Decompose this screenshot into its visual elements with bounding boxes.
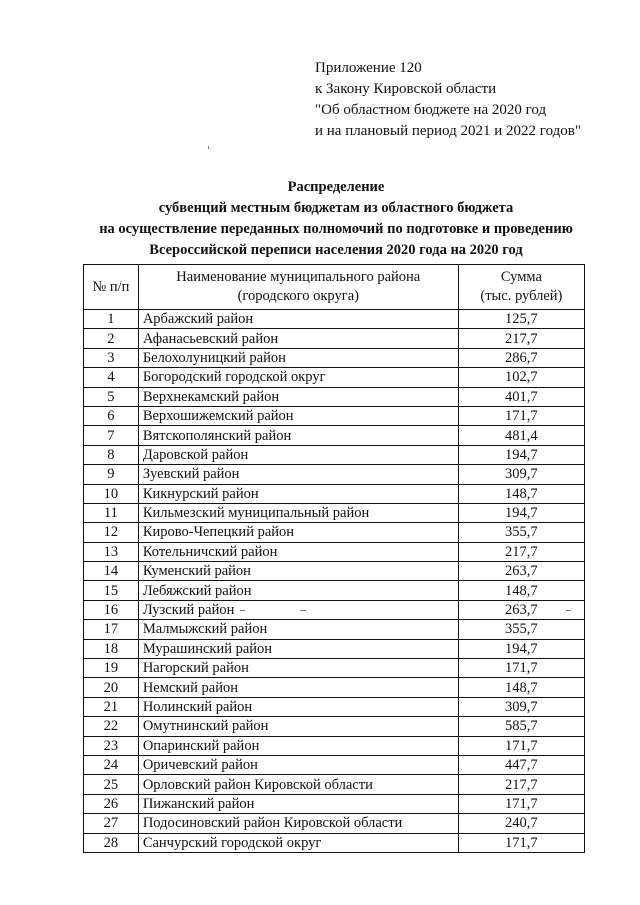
row-sum: 148,7	[458, 484, 584, 503]
scan-speck	[208, 146, 209, 149]
row-name: Подосиновский район Кировской области	[138, 814, 458, 833]
row-num: 1	[84, 310, 139, 329]
row-num: 22	[84, 717, 139, 736]
row-name: Кирово-Чепецкий район	[138, 523, 458, 542]
scan-speck	[566, 610, 571, 611]
row-sum: 171,7	[458, 833, 584, 852]
row-name: Богородский городской округ	[138, 368, 458, 387]
row-num: 28	[84, 833, 139, 852]
row-name: Котельничский район	[138, 542, 458, 561]
header-sum	[458, 265, 584, 310]
row-sum: 217,7	[458, 329, 584, 348]
row-num: 15	[84, 581, 139, 600]
row-name: Нолинский район	[138, 697, 458, 716]
row-sum: 194,7	[458, 445, 584, 464]
title-line: субвенций местным бюджетам из областного бюджета	[158, 200, 514, 216]
distribution-table	[83, 264, 585, 853]
scan-speck	[240, 610, 245, 611]
header-sum-line1: Сумма	[500, 269, 542, 285]
row-num: 26	[84, 794, 139, 813]
row-num: 7	[84, 426, 139, 445]
row-name: Верхошижемский район	[138, 406, 458, 425]
appendix-line: "Об областном бюджете на 2020 год	[315, 102, 547, 118]
row-name: Зуевский район	[138, 465, 458, 484]
row-name: Оричевский район	[138, 755, 458, 774]
row-num: 11	[84, 503, 139, 522]
row-num: 20	[84, 678, 139, 697]
header-name-line2: (городского округа)	[237, 288, 359, 304]
table-header-row	[84, 265, 585, 310]
row-num: 16	[84, 600, 139, 619]
row-num: 2	[84, 329, 139, 348]
appendix-line: и на плановый период 2021 и 2022 годов"	[315, 123, 581, 139]
table-row	[84, 833, 585, 852]
table-row	[84, 523, 585, 542]
row-sum: 194,7	[458, 639, 584, 658]
row-sum: 355,7	[458, 620, 584, 639]
document-title	[0, 177, 640, 261]
row-num: 24	[84, 755, 139, 774]
table-row	[84, 406, 585, 425]
header-num: № п/п	[84, 265, 139, 310]
row-name: Лебяжский район	[138, 581, 458, 600]
table-row	[84, 678, 585, 697]
table-row	[84, 620, 585, 639]
row-num: 18	[84, 639, 139, 658]
title-line: Распределение	[287, 179, 385, 195]
table-row	[84, 697, 585, 716]
row-num: 3	[84, 348, 139, 367]
table-row	[84, 426, 585, 445]
row-num: 23	[84, 736, 139, 755]
table-row	[84, 387, 585, 406]
row-sum: 217,7	[458, 542, 584, 561]
table-row	[84, 717, 585, 736]
row-num: 5	[84, 387, 139, 406]
row-name: Куменский район	[138, 562, 458, 581]
row-name: Опаринский район	[138, 736, 458, 755]
scan-speck	[300, 610, 306, 611]
table-row	[84, 368, 585, 387]
table-row	[84, 310, 585, 329]
row-num: 17	[84, 620, 139, 639]
row-sum: 171,7	[458, 406, 584, 425]
row-sum: 148,7	[458, 678, 584, 697]
row-name: Нагорский район	[138, 659, 458, 678]
row-sum: 263,7	[458, 600, 584, 619]
row-sum: 585,7	[458, 717, 584, 736]
table-row	[84, 639, 585, 658]
row-num: 13	[84, 542, 139, 561]
row-sum: 194,7	[458, 503, 584, 522]
row-sum: 148,7	[458, 581, 584, 600]
row-sum: 447,7	[458, 755, 584, 774]
row-num: 25	[84, 775, 139, 794]
appendix-line: Приложение 120	[315, 60, 422, 76]
row-sum: 102,7	[458, 368, 584, 387]
row-sum: 171,7	[458, 736, 584, 755]
table-row	[84, 581, 585, 600]
table-row	[84, 755, 585, 774]
row-num: 9	[84, 465, 139, 484]
row-sum: 481,4	[458, 426, 584, 445]
table-body	[84, 310, 585, 853]
table-row	[84, 775, 585, 794]
table-row	[84, 445, 585, 464]
row-name: Вятскополянский район	[138, 426, 458, 445]
table-row	[84, 659, 585, 678]
row-name: Арбажский район	[138, 310, 458, 329]
row-name: Кильмезский муниципальный район	[138, 503, 458, 522]
row-name: Афанасьевский район	[138, 329, 458, 348]
table-row	[84, 814, 585, 833]
row-sum: 263,7	[458, 562, 584, 581]
table-row	[84, 562, 585, 581]
appendix-line: к Закону Кировской области	[315, 81, 497, 97]
table-row	[84, 600, 585, 619]
table-row	[84, 348, 585, 367]
row-num: 4	[84, 368, 139, 387]
row-sum: 286,7	[458, 348, 584, 367]
row-name: Белохолуницкий район	[138, 348, 458, 367]
title-line: Всероссийской переписи населения 2020 года на 2020 год	[149, 242, 523, 258]
row-num: 12	[84, 523, 139, 542]
table-row	[84, 794, 585, 813]
row-name: Пижанский район	[138, 794, 458, 813]
header-name-line1: Наименование муниципального района	[176, 269, 421, 285]
row-num: 10	[84, 484, 139, 503]
row-sum: 125,7	[458, 310, 584, 329]
row-name: Даровской район	[138, 445, 458, 464]
row-sum: 171,7	[458, 659, 584, 678]
title-line: на осуществление переданных полномочий по подготовке и проведению	[99, 221, 573, 237]
row-name: Мурашинский район	[138, 639, 458, 658]
row-sum: 401,7	[458, 387, 584, 406]
row-num: 21	[84, 697, 139, 716]
row-name: Малмыжский район	[138, 620, 458, 639]
table-row	[84, 329, 585, 348]
row-sum: 355,7	[458, 523, 584, 542]
table-row	[84, 503, 585, 522]
row-sum: 217,7	[458, 775, 584, 794]
row-num: 6	[84, 406, 139, 425]
row-num: 8	[84, 445, 139, 464]
appendix-header	[315, 58, 581, 142]
row-sum: 309,7	[458, 465, 584, 484]
header-name	[138, 265, 458, 310]
row-name: Орловский район Кировской области	[138, 775, 458, 794]
row-name: Верхнекамский район	[138, 387, 458, 406]
table-row	[84, 484, 585, 503]
row-num: 14	[84, 562, 139, 581]
row-name: Лузский район	[138, 600, 458, 619]
row-sum: 309,7	[458, 697, 584, 716]
header-sum-line2: (тыс. рублей)	[480, 288, 563, 304]
row-name: Омутнинский район	[138, 717, 458, 736]
row-num: 27	[84, 814, 139, 833]
row-sum: 240,7	[458, 814, 584, 833]
row-name: Санчурский городской округ	[138, 833, 458, 852]
table-row	[84, 542, 585, 561]
table-row	[84, 465, 585, 484]
row-name: Немский район	[138, 678, 458, 697]
table-row	[84, 736, 585, 755]
row-sum: 171,7	[458, 794, 584, 813]
row-name: Кикнурский район	[138, 484, 458, 503]
row-num: 19	[84, 659, 139, 678]
